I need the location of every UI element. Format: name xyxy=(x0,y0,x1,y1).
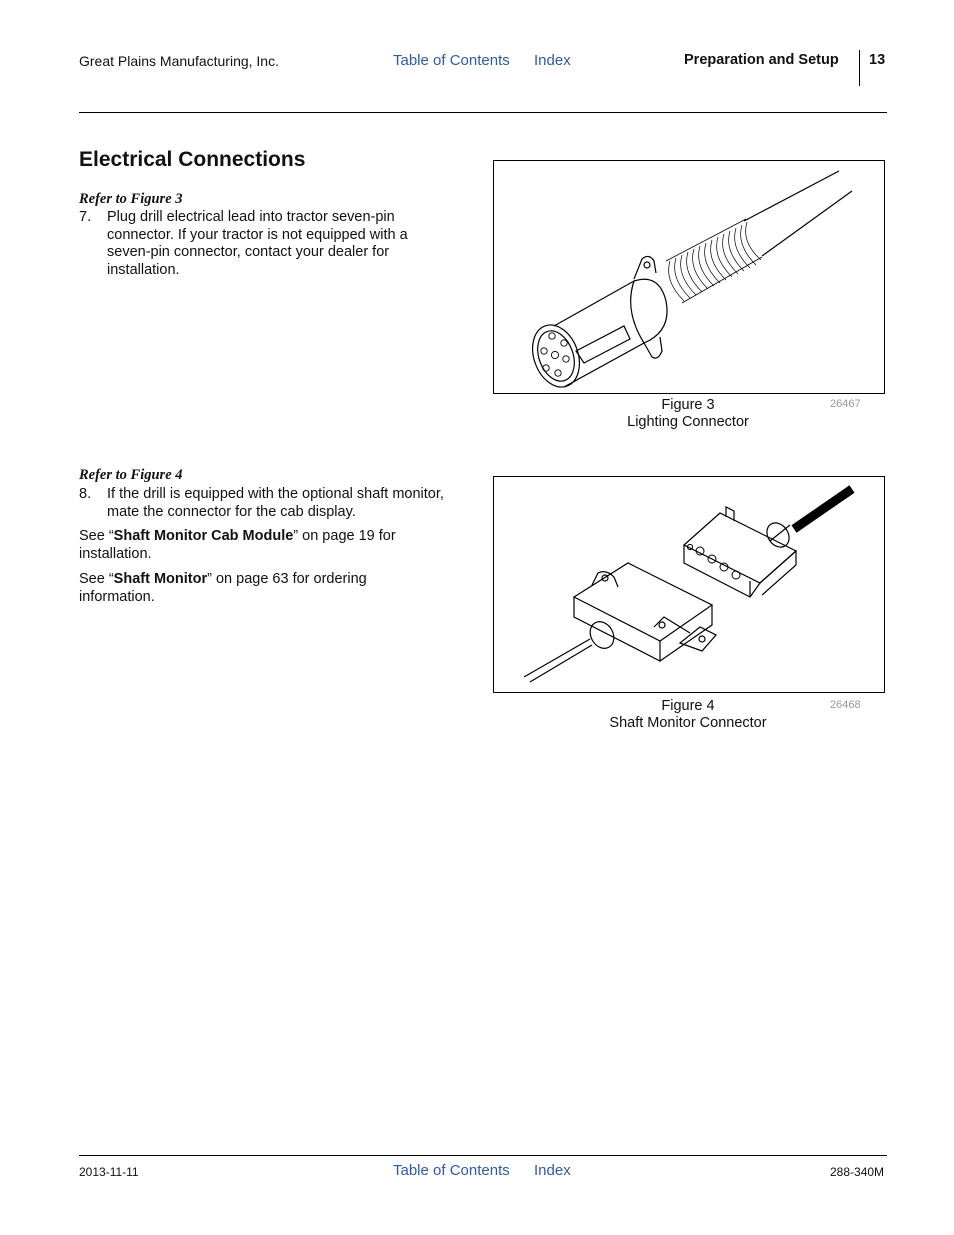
figure-4-id: 26468 xyxy=(830,699,861,711)
step-7-text: Plug drill electrical lead into tractor seven-pin connector. If your tractor is not equipped with a seven-pin connector, contact your dealer for installation. xyxy=(107,209,408,278)
step-7 xyxy=(79,209,449,281)
shaft-monitor-connector-illustration xyxy=(494,477,884,692)
see-shaft-monitor-ref: Shaft Monitor xyxy=(113,571,208,587)
step-8-number: 8. xyxy=(79,486,92,502)
footer-rule xyxy=(79,1155,887,1156)
figure-3-label: Figure 3 xyxy=(661,397,715,413)
header-section-title: Preparation and Setup xyxy=(684,52,839,68)
see-cab-module-prefix: See “ xyxy=(79,528,114,544)
see-cab-module-ref: Shaft Monitor Cab Module xyxy=(113,528,294,544)
refer-figure-4: Refer to Figure 4 xyxy=(79,467,183,483)
footer-index-link[interactable]: Index xyxy=(534,1162,571,1179)
footer-toc-link[interactable]: Table of Contents xyxy=(393,1162,510,1179)
see-shaft-monitor-prefix: See “ xyxy=(79,571,114,587)
figure-4-title: Shaft Monitor Connector xyxy=(609,715,767,731)
figure-4-caption xyxy=(493,698,883,732)
figure-3-frame xyxy=(493,160,885,394)
see-cab-module-suffix: ” on page 19 for installation. xyxy=(79,528,396,562)
step-8-text: If the drill is equipped with the optional shaft monitor, mate the connector for the cab display. xyxy=(107,486,444,520)
header-page-divider xyxy=(859,50,860,86)
figure-3-caption xyxy=(493,397,883,431)
header-index-link[interactable]: Index xyxy=(534,52,571,69)
see-shaft-monitor xyxy=(79,571,419,606)
figure-3-title: Lighting Connector xyxy=(627,414,749,430)
header-toc-link[interactable]: Table of Contents xyxy=(393,52,510,69)
page-title: Electrical Connections xyxy=(79,148,306,171)
see-cab-module xyxy=(79,528,439,563)
footer-doc-number: 288-340M xyxy=(830,1165,885,1179)
refer-figure-3: Refer to Figure 3 xyxy=(79,191,183,207)
figure-3-id: 26467 xyxy=(830,398,861,410)
header-rule xyxy=(79,112,887,113)
footer-date: 2013-11-11 xyxy=(79,1165,139,1179)
step-7-number: 7. xyxy=(79,209,92,225)
see-shaft-monitor-suffix: ” on page 63 for ordering information. xyxy=(79,571,367,605)
header-page-number: 13 xyxy=(869,52,886,68)
step-8 xyxy=(79,486,474,522)
figure-4-label: Figure 4 xyxy=(661,698,715,714)
header-company: Great Plains Manufacturing, Inc. xyxy=(79,53,279,69)
lighting-connector-illustration xyxy=(494,161,884,393)
figure-4-frame xyxy=(493,476,885,693)
